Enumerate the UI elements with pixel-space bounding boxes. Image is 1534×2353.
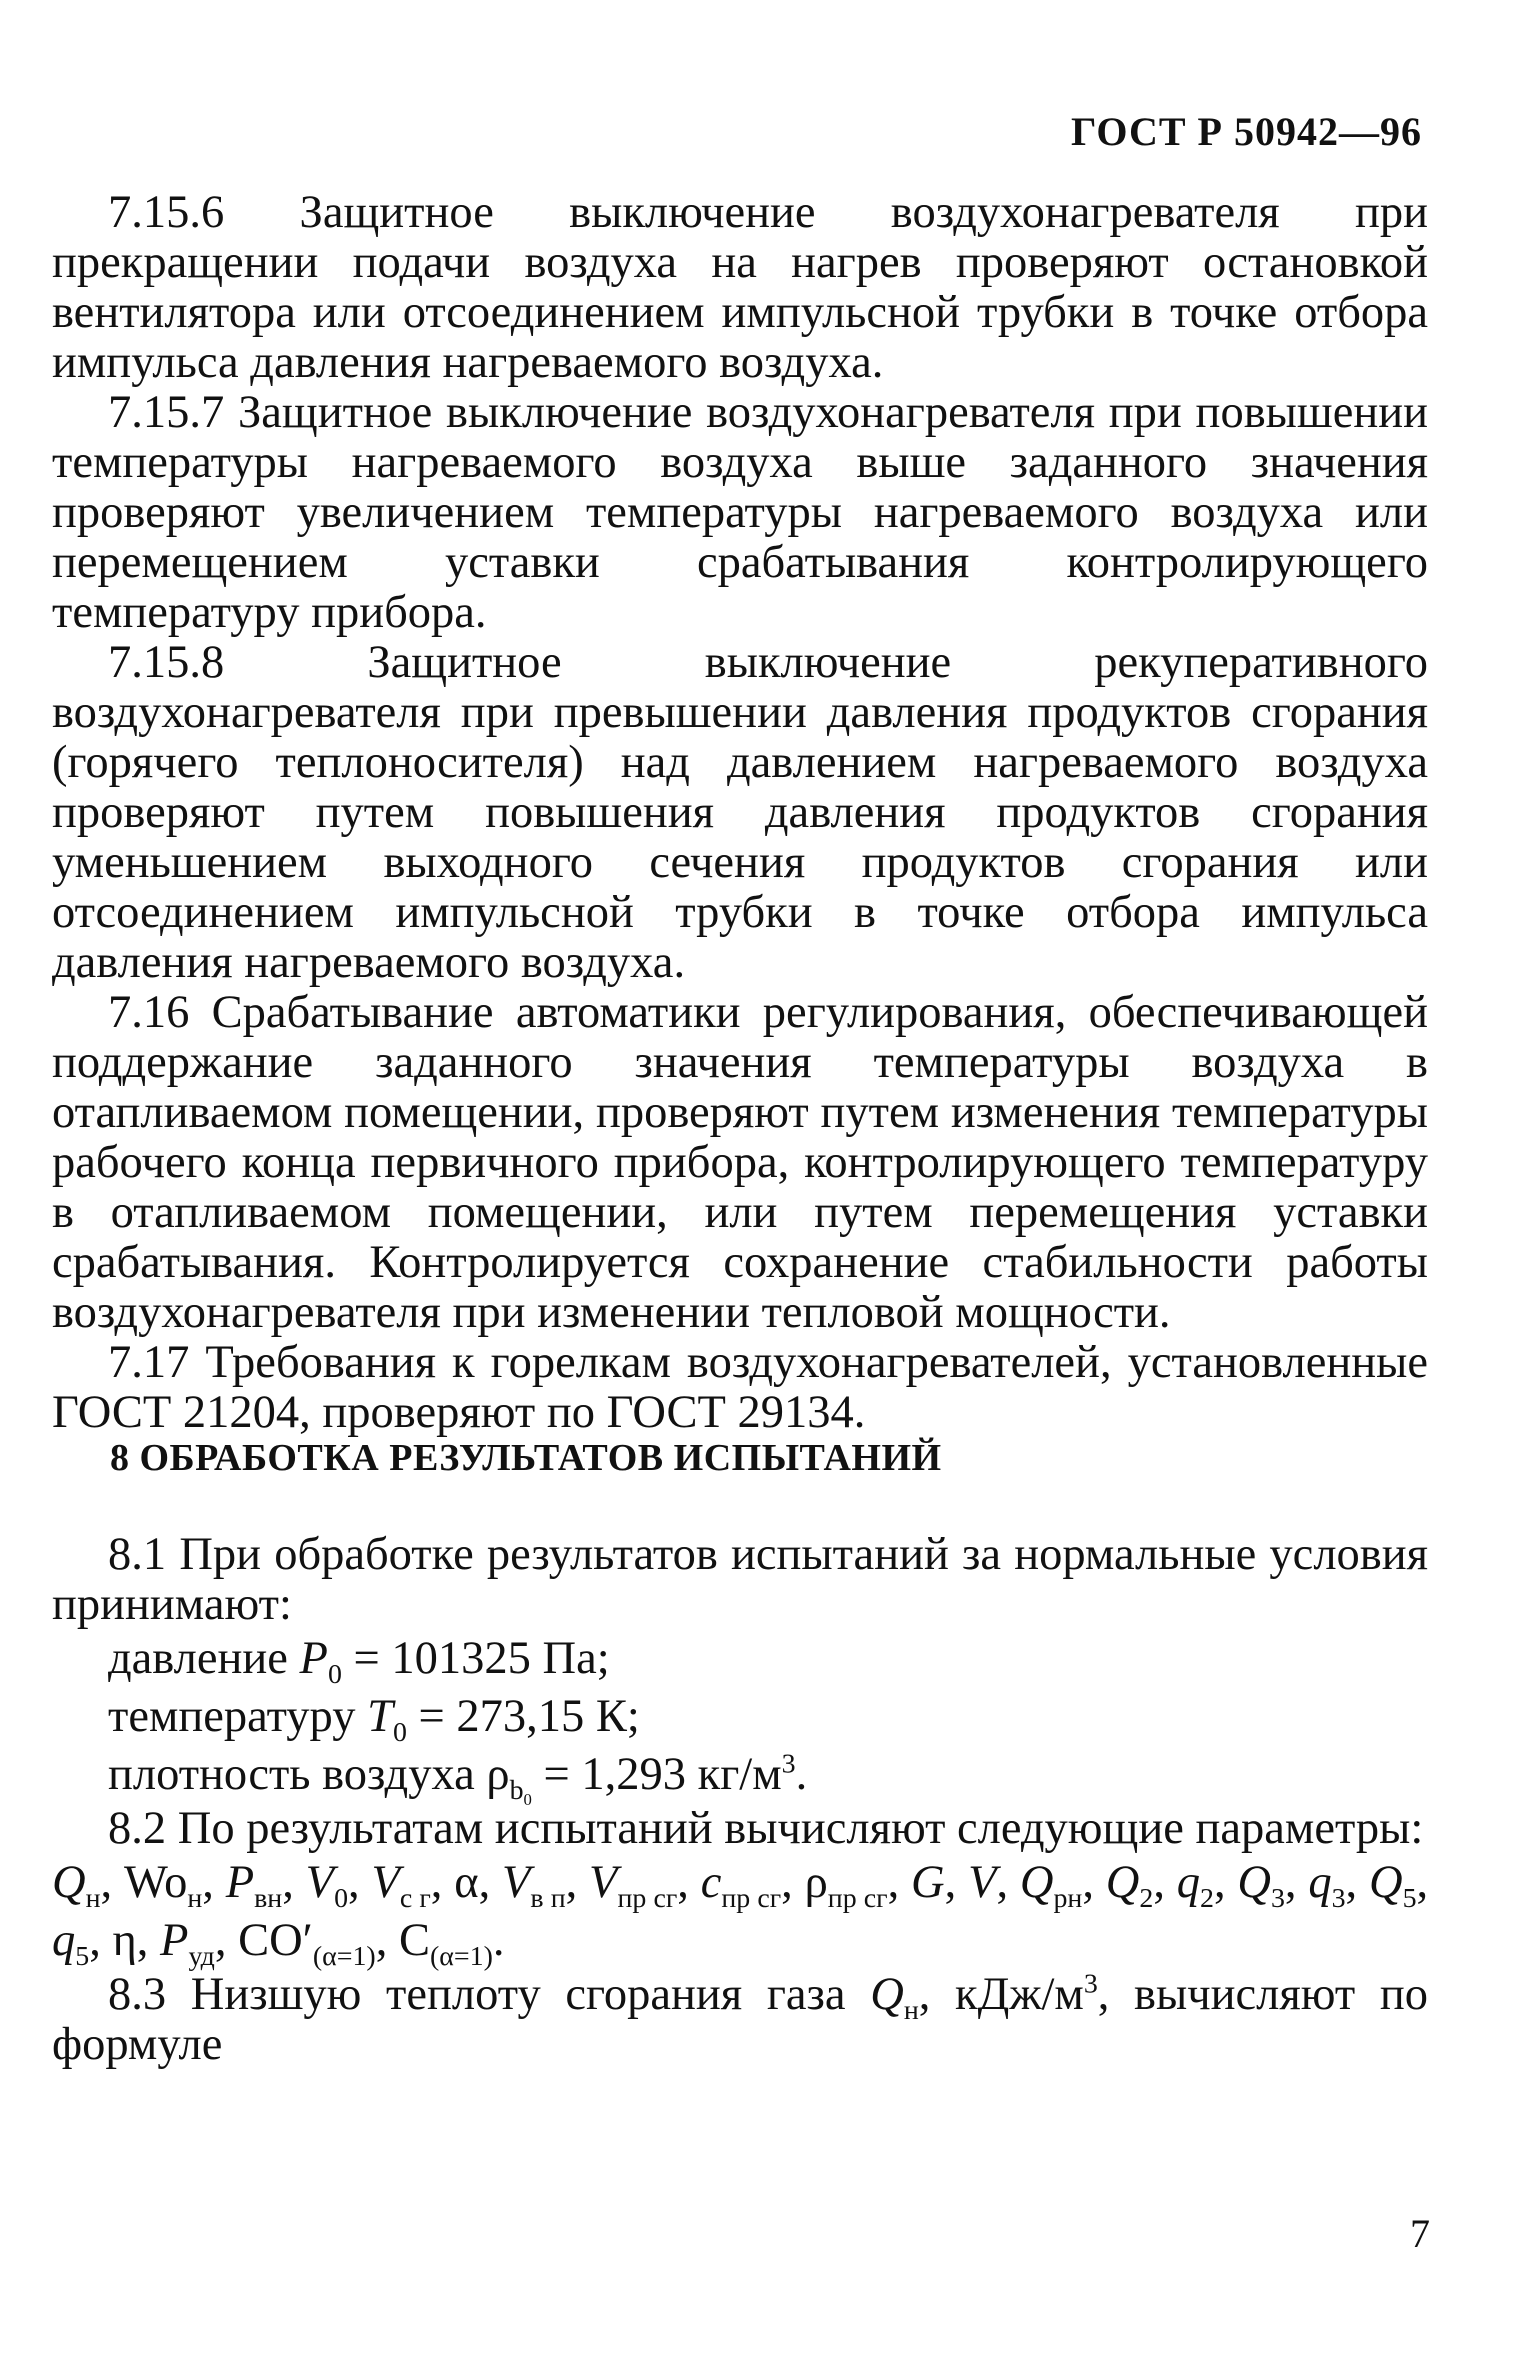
body-text-section-8 [52,1530,1428,2070]
paragraph-8-2: 8.2 По результатам испытаний вычисляют следующие параметры: [108,1803,1424,1854]
paragraph-8-1: 8.1 При обработке результатов испытаний за нормальные условия принимают: [52,1529,1428,1630]
condition-temperature: температуру $T_0 = 273,15$ К; [108,1691,640,1748]
page-number: 7 [1410,2211,1430,2256]
paragraph-7-17: 7.17 Требования к горелкам воздухонагревателей, установленные ГОСТ 21204, проверяют по ГОСТ 29134. [52,1337,1428,1438]
paragraph-7-15-6: 7.15.6 Защитное выключение воздухонагревателя при прекращении подачи воздуха на нагрев проверяют остановкой вентилятора или отсоединением импульсной трубки в точке отбора импульса давления нагреваемого воздуха. [52,187,1428,388]
paragraph-7-15-7: 7.15.7 Защитное выключение воздухонагревателя при повышении температуры нагреваемого воздуха выше заданного значения проверяют увеличением температуры нагреваемого воздуха или перемещением уставки срабатывания контролирующего температуру прибора. [52,387,1428,638]
paragraph-8-3: 8.3 Низшую теплоту сгорания газа $Q_н$, кДж/$м^3$, вычисляют по формуле [52,1968,1428,2070]
paragraph-7-16: 7.16 Срабатывание автоматики регулирования, обеспечивающей поддержание заданного значения температуры воздуха в отапливаемом помещении, проверяют путем изменения температуры рабочего конца первичного прибора, контролирующего температуру в отапливаемом помещении, или путем перемещения уставки срабатывания. Контролируется сохранение стабильности работы воздухонагревателя при изменении тепловой мощности. [52,987,1428,1338]
document-header: ГОСТ Р 50942—96 [1070,109,1422,154]
parameter-list: $Q_н$, $Wo_н$, $P_{вн}$, $V_0$, $V_{с г}$, α, $V_{в п}$, $V_{пр сг}$, $c_{пр сг}$, $\rho_{пр сг}$, G, V, $Q_{рн}$, $Q_2$, $q_2$, $Q_3$, $q_3$, $Q_5$, $q_5$, η, $P_{уд}$, $CO'_{(\alpha=1)}$, $C_{(\alpha=1)}$. [52,1857,1429,1972]
body-text-top [52,188,1428,1438]
paragraph-7-15-8: 7.15.8 Защитное выключение рекуперативного воздухонагревателя при превышении давления продуктов сгорания (горячего теплоносителя) над давлением нагреваемого воздуха проверяют путем повышения давления продуктов сгорания уменьшением выходного сечения продуктов сгорания или отсоединением импульсной трубки в точке отбора импульса давления нагреваемого воздуха. [52,637,1428,988]
condition-pressure: давление $P_0 = 101325$ Па; [108,1633,610,1690]
condition-density: плотность воздуха $\rho_{b_0} = 1,293$ $кг/м^3$. [108,1748,808,1809]
section-title: 8 ОБРАБОТКА РЕЗУЛЬТАТОВ ИСПЫТАНИЙ [110,1437,942,1479]
